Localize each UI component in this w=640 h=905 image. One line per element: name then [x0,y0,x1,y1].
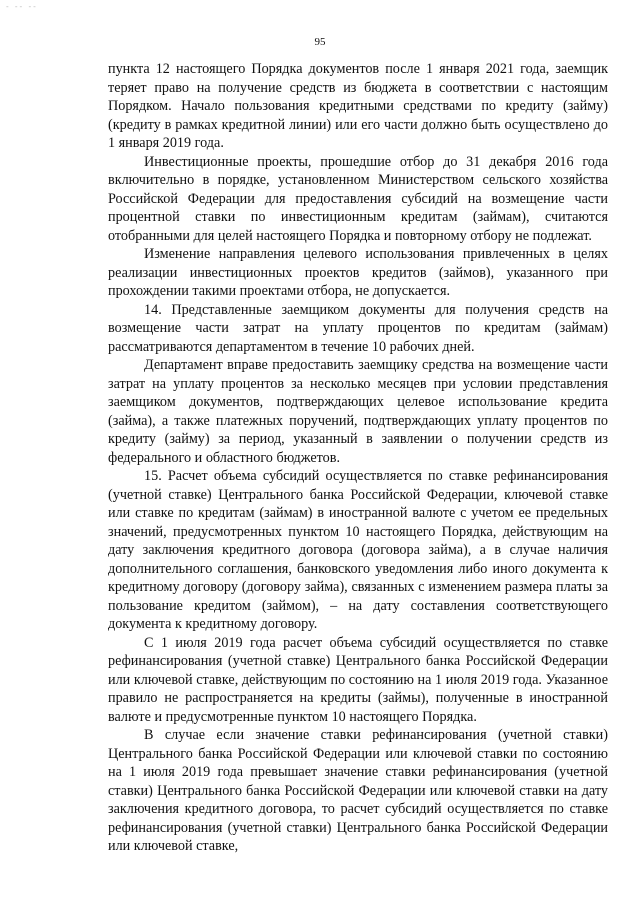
paragraph-7: С 1 июля 2019 года расчет объема субсидий осуществляется по ставке рефинансирования (учетной ставке) Центрального банка Российской Федерации или ключевой ставке, действующим по состоянию на 1 июля 2019 года. Указанное правило не распространяется на кредиты (займы), полученные в иностранной валюте и предусмотренные пунктом 10 настоящего Порядка. [108,634,608,725]
paragraph-5: Департамент вправе предоставить заемщику средства на возмещение части затрат на уплату процентов за несколько месяцев при условии представления заемщиком документов, подтверждающих целевое использование кредита (займа), а также платежных поручений, подтверждающих уплату процентов по кредиту (займу) за период, указанный в заявлении о получении средств из федерального и областного бюджетов. [108,357,608,466]
paragraph-4: 14. Представленные заемщиком документы для получения средств на возмещение части затрат на уплату процентов по кредитам (займам) рассматриваются департаментом в течение 10 рабочих дней. [108,301,608,355]
paragraph-6: 15. Расчет объема субсидий осуществляется по ставке рефинансирования (учетной ставке) Центрального банка Российской Федерации, ключевой ставке или ставке по кредитам (займам) в иностранной валюте с учетом ее предельных значений, предусмотренных пунктом 10 настоящего Порядка, действующим на дату заключения кредитного договора (договора займа), а в случае наличия дополнительного соглашения, банковского уведомления либо иного документа к кредитному договору (договору займа), связанных с изменением размера платы за пользование кредитом (займом), – на дату составления соответствующего документа к кредитному договору. [108,468,608,632]
page-number: 95 [314,36,326,48]
paragraph-1: пункта 12 настоящего Порядка документов после 1 января 2021 года, заемщик теряет право на получение средств из бюджета в соответствии с настоящим Порядком. Начало пользования кредитными средствами по кредиту (займу) (кредиту в рамках кредитной линии) или его части должно быть осуществлено до 1 января 2019 года. [108,61,608,151]
paragraph-2: Инвестиционные проекты, прошедшие отбор до 31 декабря 2016 года включительно в порядке, установленном Министерством сельского хозяйства Российской Федерации для предоставления субсидий на возмещение части процентной ставки по инвестиционным кредитам (займам), считаются отобранными для целей настоящего Порядка и повторному отбору не подлежат. [108,153,608,244]
scan-corner-mark: - -- -- [6,2,38,11]
document-body [108,60,608,856]
paragraph-8: В случае если значение ставки рефинансирования (учетной ставки) Центрального банка Российской Федерации или ключевой ставки по состоянию на 1 июля 2019 года превышает значение ставки рефинансирования (учетной ставки) Центрального банка Российской Федерации или ключевой ставки на дату заключения кредитного договора, то расчет субсидий осуществляется по ставке рефинансирования (учетной ставки) Центрального банка Российской Федерации или ключевой ставке, [108,727,608,854]
paragraph-3: Изменение направления целевого использования привлеченных в целях реализации инвестиционных проектов кредитов (займов), указанного при прохождении такими проектами отбора, не допускается. [108,246,608,299]
